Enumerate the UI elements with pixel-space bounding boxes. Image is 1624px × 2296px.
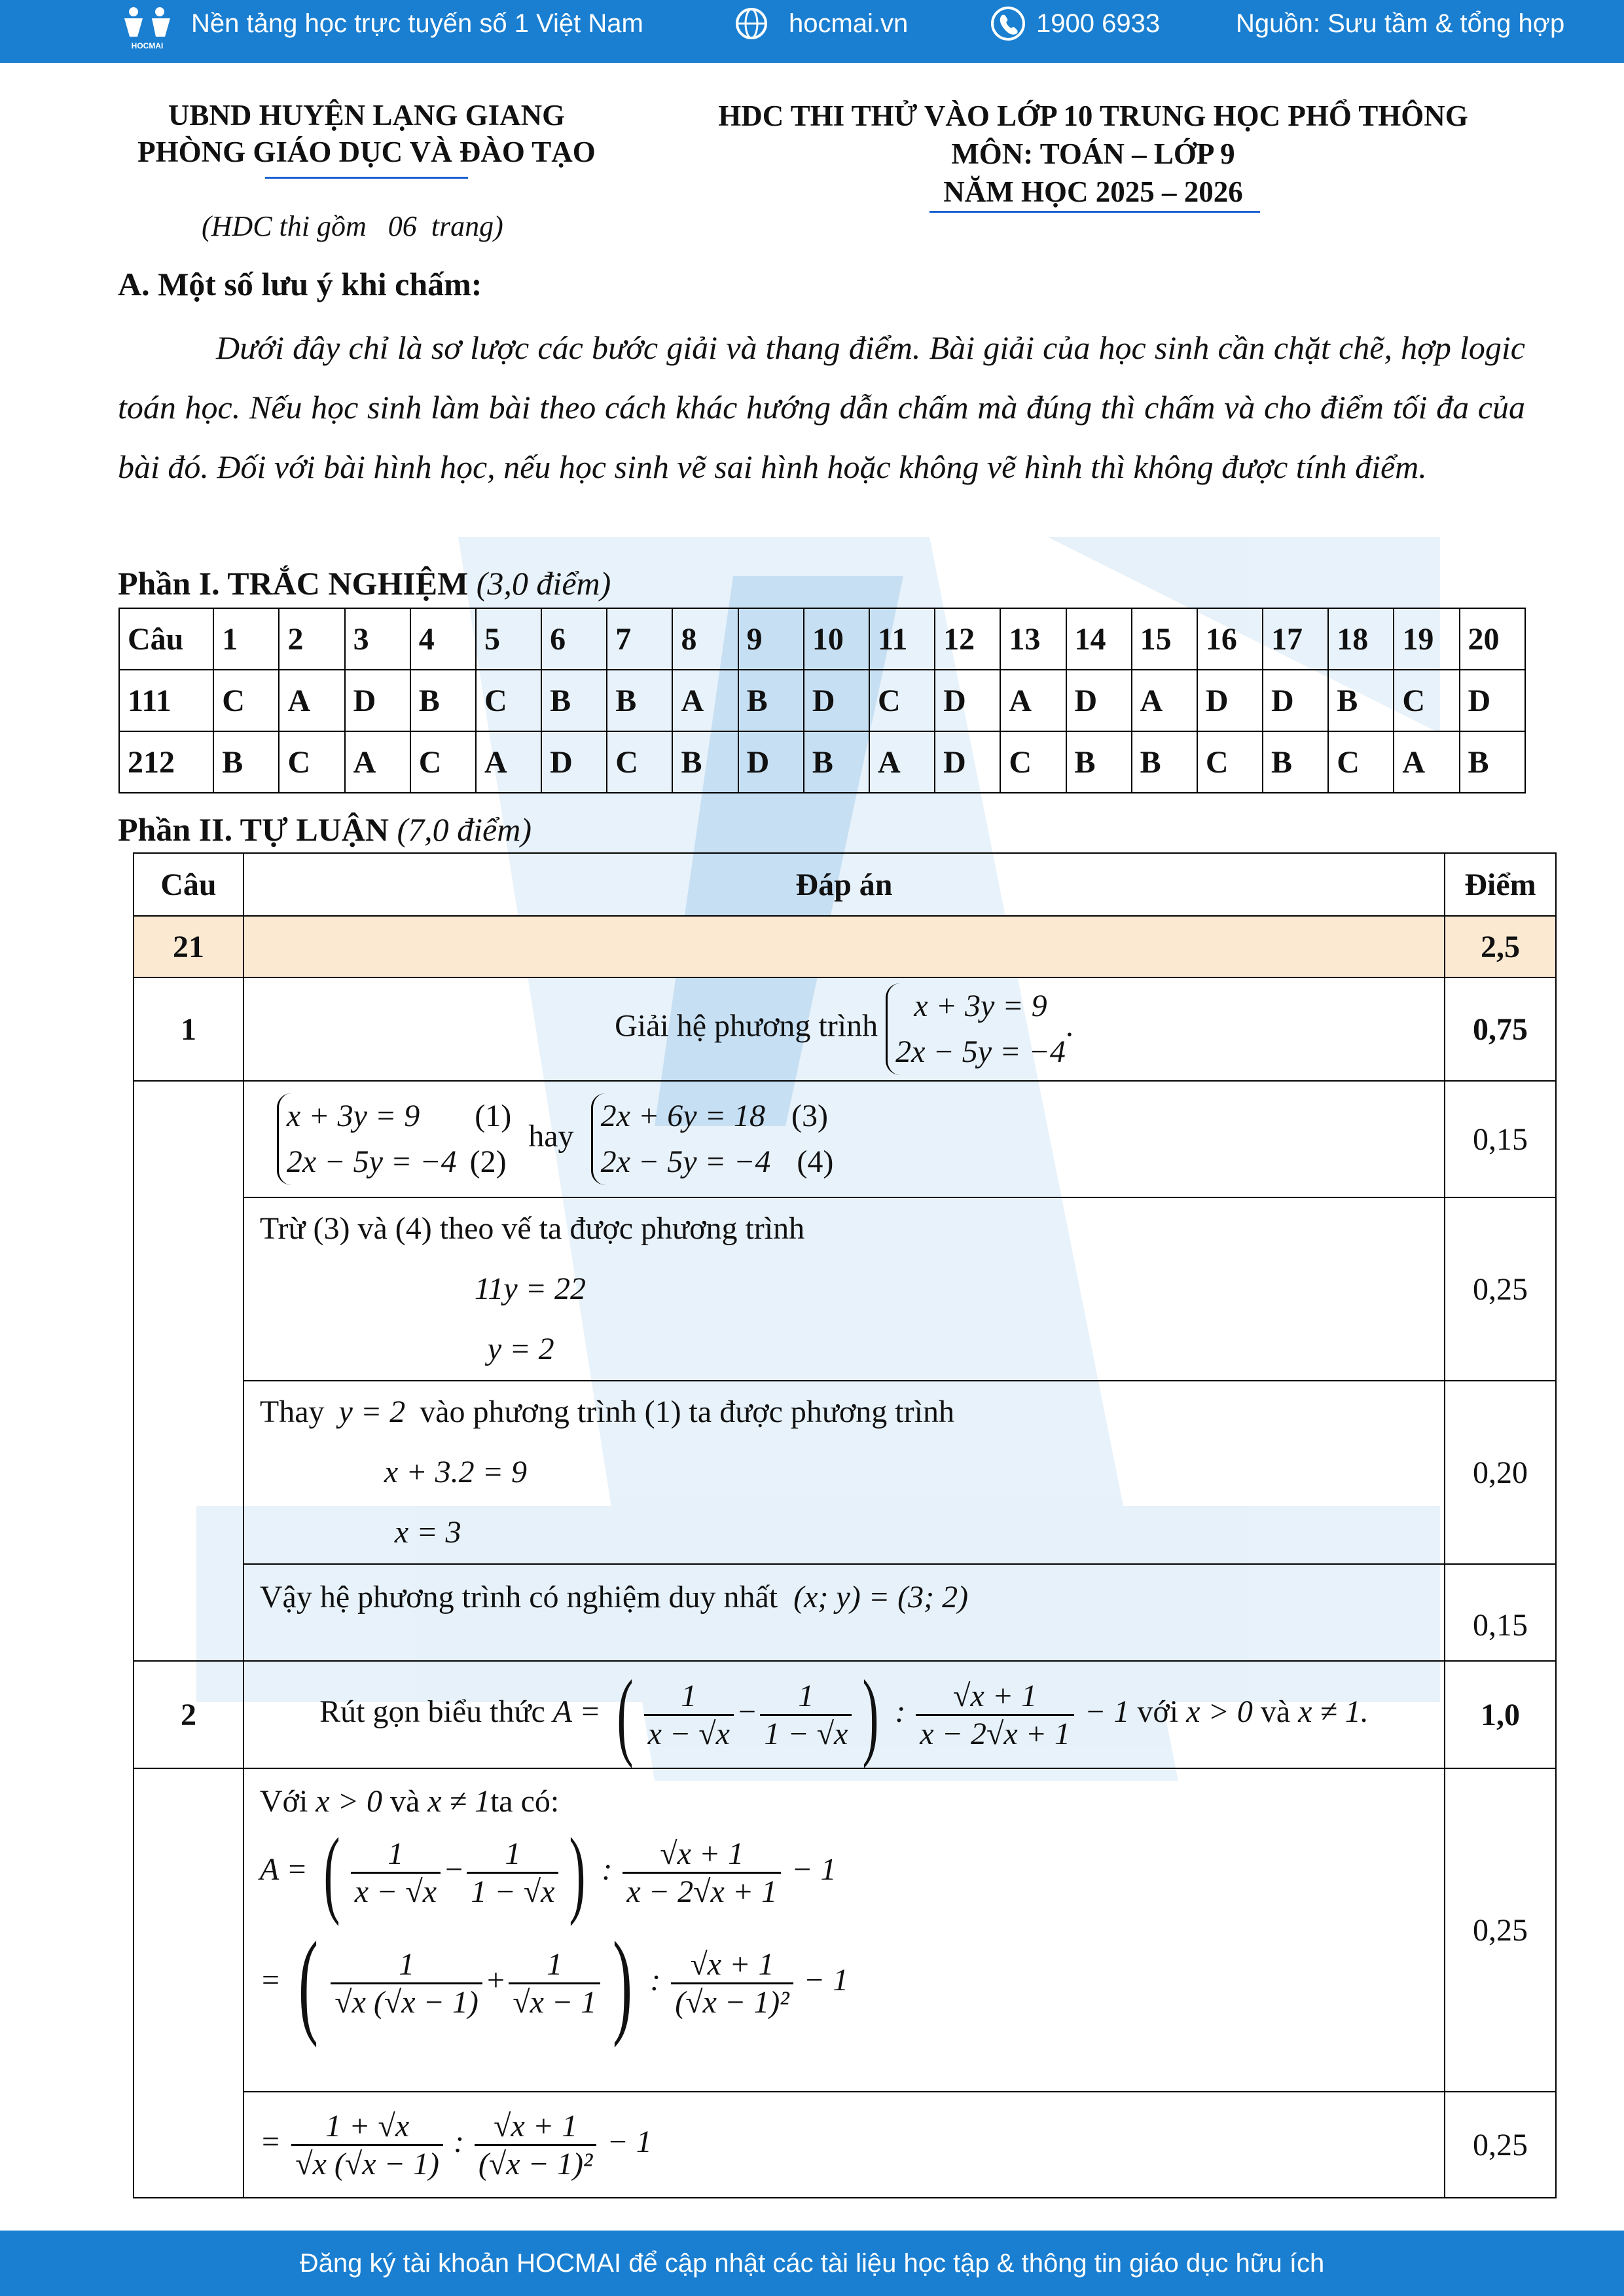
header-cell: 10 (804, 608, 869, 670)
q2-steps-label (134, 1768, 244, 2198)
table-cell: C (1000, 731, 1066, 793)
col-points: Điểm (1445, 853, 1556, 916)
table-cell: A (1132, 670, 1197, 731)
notes-body: Dưới đây chỉ là sơ lược các bước giải và thang điểm. Bài giải của học sinh cần chặt chẽ, hợp logic toán học. Nếu học sinh làm bài theo cách khác hướng dẫn chấm mà đúng thì chấm và cho điểm tối đa của bài đó. Đối với bài hình học, nếu học sinh vẽ sai hình hoặc không vẽ hình thì không được tính điểm. (118, 329, 1525, 485)
table-cell: D (1197, 670, 1263, 731)
header-cell: 16 (1197, 608, 1263, 670)
label-3: (3) (791, 1099, 828, 1134)
q1-points: 0,75 (1445, 977, 1556, 1081)
q2-step1-row (134, 1768, 1556, 2092)
answer-key-header-row (119, 608, 1525, 670)
q1-step3-text (260, 1382, 1443, 1442)
table-cell: D (935, 670, 1000, 731)
essay-header-row (134, 853, 1556, 916)
table-cell: A (1394, 731, 1459, 793)
hay-word: hay (528, 1119, 574, 1154)
header-tagline: Nền tảng học trực tuyến số 1 Việt Nam (191, 9, 643, 38)
table-cell: B (607, 670, 672, 731)
q2-step2-line: = $\frac{1 + √x}{√x (√x - 1)}$ : $\frac{√x + 1}{\text{(√x − 1)²}}$ − 1 (259, 2108, 652, 2181)
q2-step1-line1: A = ( $\frac{1}{x - √x}$ − $\frac{1}{1 - √x}$ ) : $\frac{√x + 1}{x - 2√x + 1}$ − 1 (259, 1818, 837, 1927)
table-cell: C (213, 670, 279, 731)
q1-step4-row (134, 1564, 1556, 1661)
q2-prompt-cell (244, 1661, 1445, 1768)
table-cell: B (213, 731, 279, 793)
col-answer: Đáp án (244, 853, 1445, 916)
q2-with: với (1137, 1694, 1179, 1730)
q2-step1-cell (244, 1768, 1445, 2092)
table-cell: D (738, 731, 804, 793)
hocmai-logo[interactable] (118, 5, 177, 51)
table-cell: B (738, 670, 804, 731)
exam-title-line-1: HDC THI THỬ VÀO LỚP 10 TRUNG HỌC PHỔ THÔNG (718, 100, 1468, 132)
q1-eq2: 2x − 5y = −4 (895, 1034, 1066, 1069)
table-cell: D (1066, 670, 1132, 731)
table-cell: A (869, 731, 935, 793)
table-cell: B (1263, 731, 1328, 793)
q2-step2-row (134, 2092, 1556, 2198)
table-cell: B (1066, 731, 1132, 793)
header-cell: 13 (1000, 608, 1066, 670)
table-cell: 111 (119, 670, 213, 731)
q1-step4-text: Vậy hệ phương trình có nghiệm duy nhất (259, 1580, 778, 1614)
q1-step1-points: 0,15 (1445, 1081, 1556, 1197)
q1-step4-eq: (x; y) = (3; 2) (793, 1580, 969, 1614)
sysA-eq1: x + 3y = 9 (286, 1099, 420, 1134)
q1-step3-t2: vào phương trình (1) ta được phương trình (420, 1394, 954, 1429)
table-cell: C (279, 731, 344, 793)
issuer-block (98, 97, 635, 170)
q2-prompt: Rút gọn biểu thức (319, 1694, 545, 1730)
q21-points: 2,5 (1445, 916, 1556, 977)
table-cell: B (410, 670, 476, 731)
q1-step3-points: 0,20 (1445, 1381, 1556, 1564)
q1-step3-cell (244, 1381, 1445, 1564)
q2-step2-points: 0,25 (1445, 2092, 1556, 2198)
table-cell: C (1394, 670, 1459, 731)
q21-answer (244, 916, 1445, 977)
answer-key-table (118, 608, 1526, 793)
q1-step2-row (134, 1197, 1556, 1381)
q2-number: 2 (134, 1661, 244, 1768)
footer-text[interactable]: Đăng ký tài khoản HOCMAI để cập nhật các tài liệu học tập & thông tin giáo dục hữu ích (299, 2249, 1325, 2278)
header-cell: 14 (1066, 608, 1132, 670)
part2-points: (7,0 điểm) (397, 811, 532, 848)
q2-step1-c1: x > 0 (316, 1784, 382, 1819)
q1-number: 1 (134, 977, 244, 1081)
q2-step1-and: và (389, 1784, 420, 1819)
header-cell: 4 (410, 608, 476, 670)
label-4: (4) (797, 1144, 834, 1179)
essay-table (133, 852, 1557, 2198)
header-cell: 9 (738, 608, 804, 670)
phone-icon (990, 0, 1026, 47)
table-cell: B (1460, 731, 1525, 793)
table-cell: C (476, 670, 541, 731)
q1-step2-text: Trừ (3) và (4) theo vế ta được phương trình (259, 1211, 805, 1246)
table-cell: A (672, 670, 738, 731)
q2-and: và (1260, 1694, 1291, 1730)
table-cell: B (1328, 670, 1394, 731)
hotline-link[interactable]: 1900 6933 (1036, 9, 1161, 38)
hocmai-logo-icon (118, 5, 177, 51)
q1-eq1: x + 3y = 9 (914, 989, 1047, 1024)
source-note: Nguồn: Sưu tầm & tổng hợp (1236, 9, 1565, 38)
table-cell: C (1197, 731, 1263, 793)
table-cell: B (1132, 731, 1197, 793)
issuer-line-2: PHÒNG GIÁO DỤC VÀ ĐÀO TẠO (137, 136, 596, 168)
part1-title (118, 564, 611, 602)
q1-step1-row (134, 1081, 1556, 1197)
exam-title-block (668, 97, 1519, 211)
part1-points: (3,0 điểm) (476, 565, 611, 602)
header-cell: 8 (672, 608, 738, 670)
q2-step2-cell (244, 2092, 1445, 2198)
header-cell: 17 (1263, 608, 1328, 670)
issuer-line-1: UBND HUYỆN LẠNG GIANG (168, 99, 566, 132)
q1-step3-row (134, 1381, 1556, 1564)
table-cell: D (541, 731, 607, 793)
part2-title-text: Phần II. TỰ LUẬN (118, 811, 389, 848)
q2-cond1: x > 0 (1186, 1694, 1253, 1730)
issuer-underline (265, 177, 468, 179)
q1-step1-sysB (591, 1093, 834, 1184)
table-cell: A (1000, 670, 1066, 731)
header-cell: 2 (279, 608, 344, 670)
notes-heading: A. Một số lưu ý khi chấm: (118, 266, 482, 302)
table-cell: A (279, 670, 344, 731)
top-banner (0, 0, 1624, 63)
table-cell: C (607, 731, 672, 793)
header-cell: 19 (1394, 608, 1459, 670)
header-cell: 12 (935, 608, 1000, 670)
q1-step4-points: 0,15 (1445, 1564, 1556, 1661)
table-cell: C (1328, 731, 1394, 793)
q1-step1-sysA (277, 1093, 511, 1184)
q1-step2-line1: 11y = 22 (474, 1271, 586, 1306)
table-cell: A (476, 731, 541, 793)
table-cell: D (804, 670, 869, 731)
part2-title (118, 811, 532, 848)
header-cell: 18 (1328, 608, 1394, 670)
table-cell: 212 (119, 731, 213, 793)
q2-expr: A = ( $\frac{1}{x - √x}$ − $\frac{1}{1 - √x}$ ) : $\frac{√x + 1}{x - 2√x + 1}$ − 1 (552, 1660, 1138, 1769)
table-cell: B (804, 731, 869, 793)
website-link[interactable]: hocmai.vn (789, 9, 909, 38)
q2-row (134, 1661, 1556, 1768)
q2-step1-c2: x ≠ 1 (427, 1784, 490, 1819)
table-cell: D (1460, 670, 1525, 731)
table-cell: C (410, 731, 476, 793)
sysB-eq2: 2x − 5y = −4 (600, 1144, 771, 1179)
table-cell: C (869, 670, 935, 731)
part1-title-text: Phần I. TRẮC NGHIỆM (118, 565, 469, 602)
globe-icon (733, 0, 770, 47)
exam-title-underline (929, 211, 1260, 213)
q1-prompt-cell: Giải hệ phương trình x + 3y = 9 2x − 5y = −4 . (244, 977, 1445, 1081)
q1-system (886, 983, 1066, 1074)
svg-text:HOCMAI: HOCMAI (131, 41, 164, 50)
q1-step2-line2: y = 2 (487, 1332, 554, 1366)
label-2: (2) (469, 1144, 507, 1179)
header-cell: 15 (1132, 608, 1197, 670)
header-cell: 1 (213, 608, 279, 670)
header-cell: 20 (1460, 608, 1525, 670)
q2-step1-points: 0,25 (1445, 1768, 1556, 2092)
q2-points: 1,0 (1445, 1661, 1556, 1768)
q1-step2-cell (244, 1197, 1445, 1381)
exam-title-line-2: MÔN: TOÁN – LỚP 9 (951, 137, 1235, 170)
answer-key-row (119, 670, 1525, 731)
q1-step2-points: 0,25 (1445, 1197, 1556, 1381)
q1-step3-line1: x + 3.2 = 9 (384, 1455, 527, 1489)
header-cell: 5 (476, 608, 541, 670)
table-cell: B (672, 731, 738, 793)
q1-prompt: Giải hệ phương trình (615, 1009, 878, 1044)
q1-step4-cell (244, 1564, 1445, 1661)
q2-step1-intro (260, 1783, 1443, 1819)
q21-number: 21 (134, 916, 244, 977)
q2-step1-with: Với (259, 1784, 308, 1819)
table-cell: D (345, 670, 410, 731)
header-cell: 3 (345, 608, 410, 670)
header-cell: 7 (607, 608, 672, 670)
q1-step3-t1: Thay (259, 1394, 325, 1429)
table-cell: B (541, 670, 607, 731)
q1-row (134, 977, 1556, 1081)
header-cell: 6 (541, 608, 607, 670)
table-cell: A (345, 731, 410, 793)
q1-steps-label (134, 1081, 244, 1661)
answer-key-row (119, 731, 1525, 793)
q1-step3-eq: y = 2 (338, 1394, 406, 1429)
header-cell: 11 (869, 608, 935, 670)
q2-step1-line2: = ( $\frac{1}{√x (√x - 1)}$ + $\frac{1}{√x - 1}$ ) : $\frac{√x + 1}{\text{(√x − 1)²}}$ − 1 (259, 1918, 849, 2048)
q2-step1-tail: ta có: (490, 1784, 560, 1819)
table-cell: D (1263, 670, 1328, 731)
label-1: (1) (475, 1099, 512, 1134)
exam-title-line-3: NĂM HỌC 2025 – 2026 (943, 175, 1243, 208)
col-cau: Câu (134, 853, 244, 916)
q2-cond2: x ≠ 1. (1298, 1694, 1369, 1730)
footer-banner (0, 2231, 1624, 2296)
sysA-eq2: 2x − 5y = −4 (286, 1144, 457, 1179)
header-cell: Câu (119, 608, 213, 670)
sysB-eq1: 2x + 6y = 18 (600, 1099, 765, 1134)
pages-note: (HDC thi gồm 06 trang) (202, 210, 503, 242)
q21-row (134, 916, 1556, 977)
q1-step1-cell (244, 1081, 1445, 1197)
table-cell: D (935, 731, 1000, 793)
q1-step3-line2: x = 3 (394, 1515, 461, 1550)
